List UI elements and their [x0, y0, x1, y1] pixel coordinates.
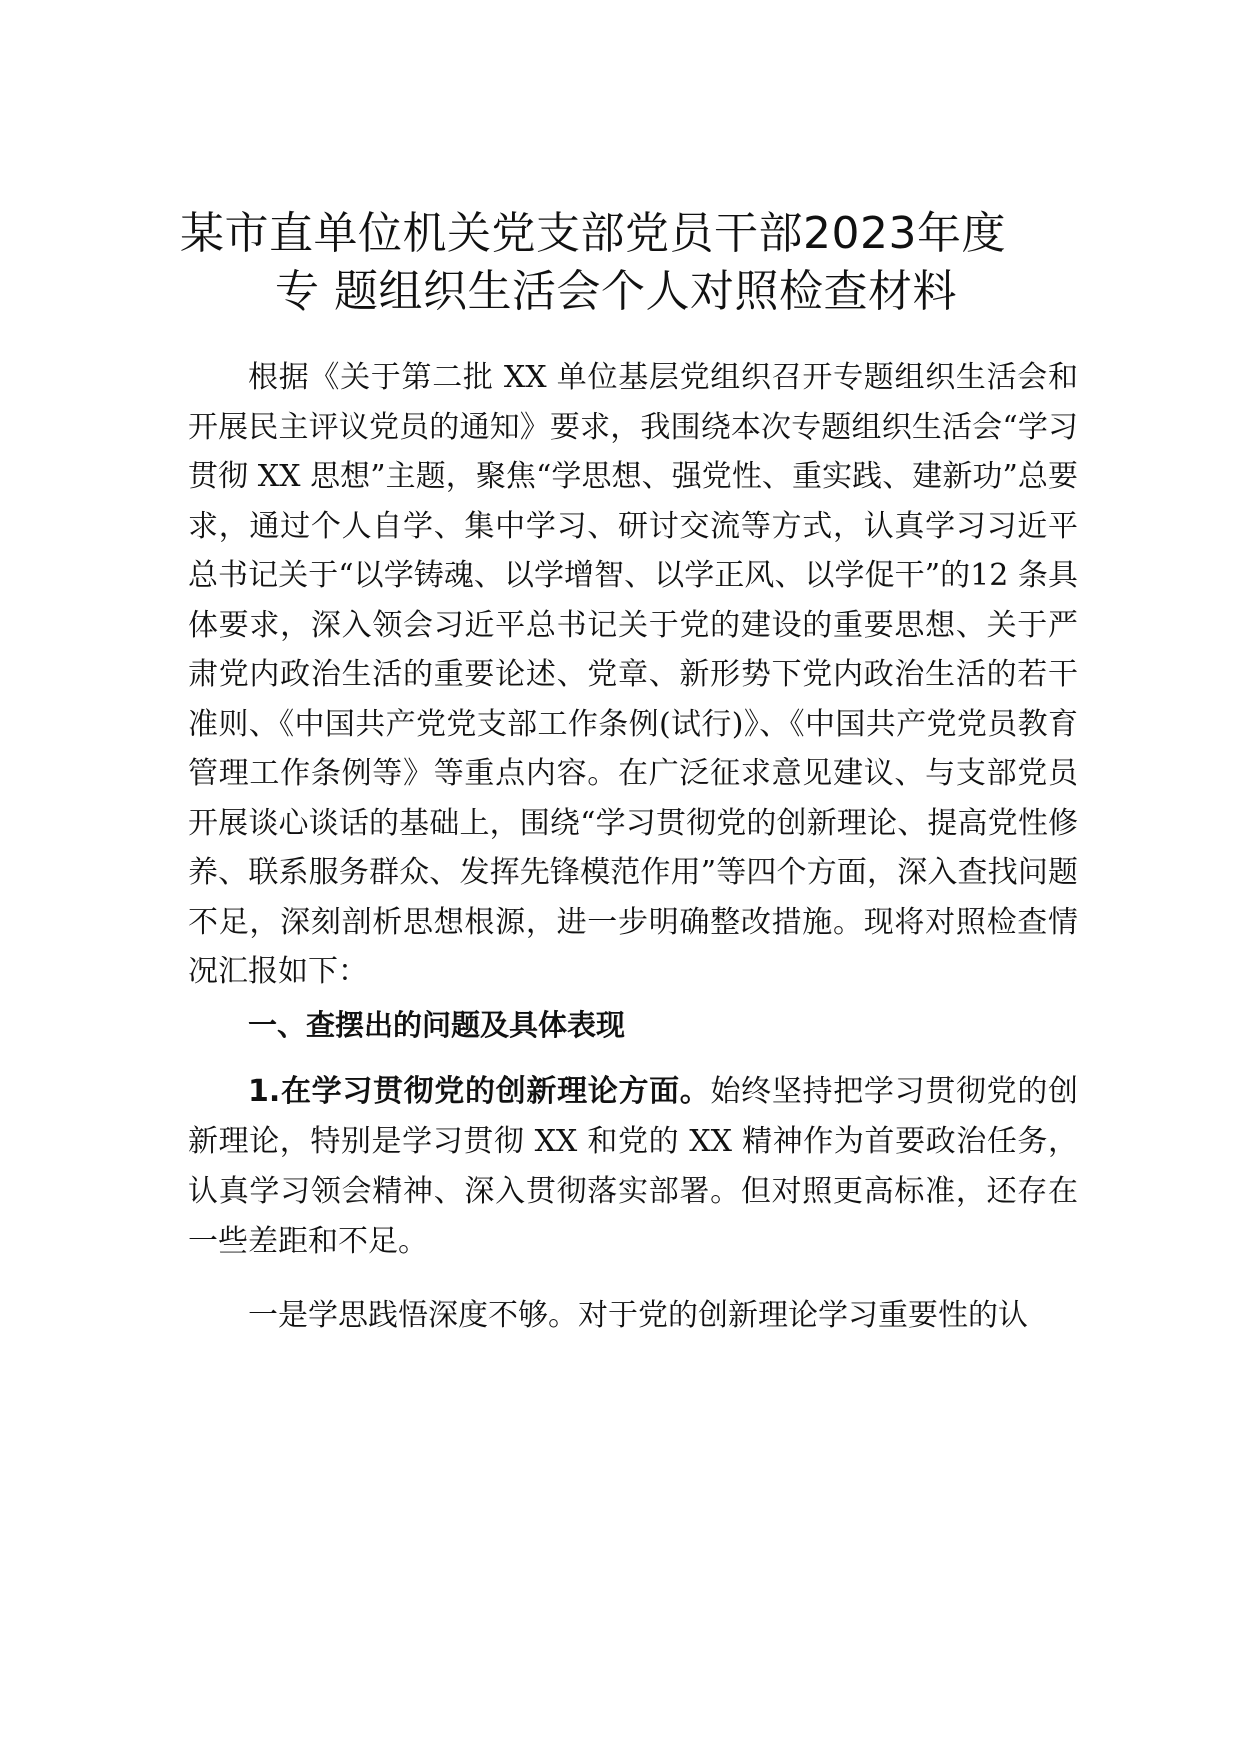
item-1-paragraph: [188, 1067, 1078, 1267]
title-line-1: 某市直单位机关党支部党员干部2023年度: [180, 208, 1006, 259]
point-1-paragraph: 一是学思践悟深度不够。对于党的创新理论学习重要性的认: [248, 1298, 1028, 1333]
document-title: [150, 205, 1110, 321]
item-1-lead: 1.在学习贯彻党的创新理论方面。: [248, 1074, 711, 1109]
title-line-2: 专 题组织生活会个人对照检查材料: [275, 266, 957, 317]
item-1-text: 始终坚持把学习贯彻党的创新理论，特别是学习贯彻 XX 和党的 XX 精神作为首要政治任务，认真学习领会精神、深入贯彻落实部署。但对照更高标准，还存在一些差距和不足。: [188, 1074, 1078, 1259]
intro-paragraph: 根据《关于第二批 XX 单位基层党组织召开专题组织生活会和开展民主评议党员的通知》要求，我围绕本次专题组织生活会“学习贯彻 XX 思想”主题，聚焦“学思想、强党性、重实践、建新功”总要求，通过个人自学、集中学习、研讨交流等方式，认真学习习近平总书记关于“以学铸魂、以学增智、以学正风、以学促干”的12 条具体要求，深入领会习近平总书记关于党的建设的重要思想、关于严肃党内政治生活的重要论述、党章、新形势下党内政治生活的若干准则、《中国共产党党支部工作条例(试行)》、《中国共产党党员教育管理工作条例等》等重点内容。在广泛征求意见建议、与支部党员开展谈心谈话的基础上，围绕“学习贯彻党的创新理论、提高党性修养、联系服务群众、发挥先锋模范作用”等四个方面，深入查找问题不足，深刻剖析思想根源，进一步明确整改措施。现将对照检查情况汇报如下：: [188, 360, 1078, 989]
section-heading: 一、查摆出的问题及具体表现: [248, 1008, 626, 1042]
